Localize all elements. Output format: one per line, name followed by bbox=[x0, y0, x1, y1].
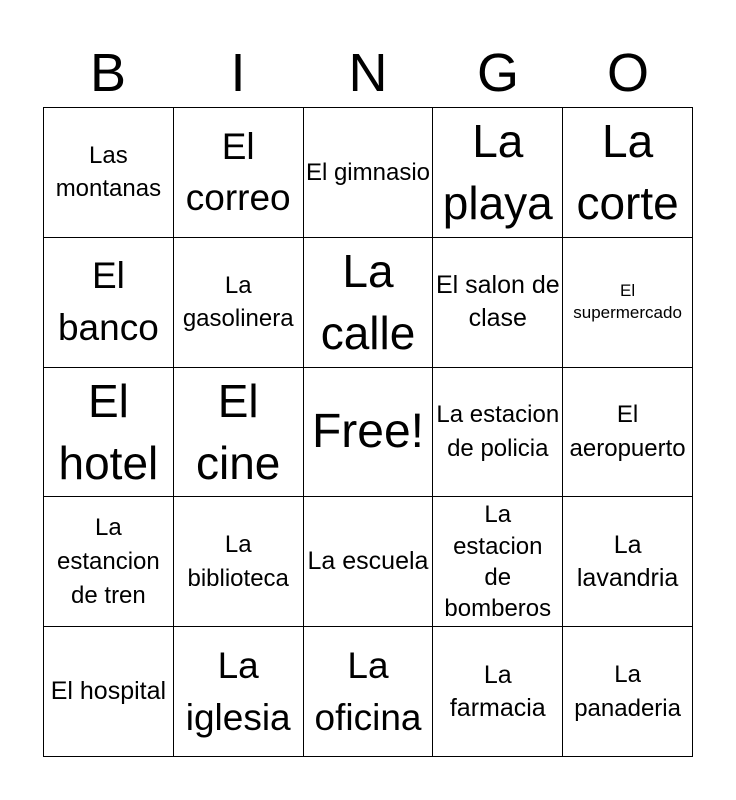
bingo-cell bbox=[433, 627, 563, 757]
cell-label: La corte bbox=[576, 115, 679, 230]
bingo-cell bbox=[44, 497, 174, 627]
cell-label: La escuela bbox=[307, 547, 429, 576]
cell-label: La farmacia bbox=[449, 660, 546, 722]
bingo-cell bbox=[563, 238, 693, 368]
cell-label: La gasolinera bbox=[182, 271, 294, 333]
bingo-cell bbox=[304, 497, 434, 627]
cell-label: El cine bbox=[196, 374, 281, 489]
bingo-cell bbox=[304, 238, 434, 368]
free-space-label: Free! bbox=[311, 405, 424, 459]
bingo-cell bbox=[174, 238, 304, 368]
bingo-board bbox=[43, 107, 693, 757]
cell-label: El aeropuerto bbox=[569, 401, 686, 462]
bingo-cell bbox=[433, 238, 563, 368]
bingo-cell bbox=[563, 368, 693, 498]
cell-label: La iglesia bbox=[185, 644, 291, 738]
cell-label: La playa bbox=[442, 115, 553, 230]
cell-label: La estacion de bomberos bbox=[444, 501, 552, 622]
bingo-cell bbox=[44, 368, 174, 498]
bingo-cell bbox=[44, 108, 174, 238]
bingo-cell bbox=[44, 238, 174, 368]
cell-label: El hotel bbox=[58, 374, 159, 489]
bingo-cell bbox=[174, 108, 304, 238]
bingo-cell bbox=[563, 108, 693, 238]
cell-label: El salon de clase bbox=[435, 271, 560, 333]
cell-label: La panaderia bbox=[574, 661, 681, 722]
bingo-cell bbox=[44, 627, 174, 757]
free-space bbox=[304, 368, 434, 498]
bingo-cell bbox=[174, 497, 304, 627]
bingo-cell bbox=[433, 497, 563, 627]
bingo-cell bbox=[174, 627, 304, 757]
bingo-cell bbox=[304, 108, 434, 238]
cell-label: La oficina bbox=[314, 644, 422, 738]
bingo-cell bbox=[433, 368, 563, 498]
cell-label: La estacion de policia bbox=[436, 401, 560, 462]
header-letter-i: I bbox=[230, 43, 246, 103]
cell-label: Las montanas bbox=[55, 141, 162, 203]
cell-label: La biblioteca bbox=[187, 531, 289, 592]
bingo-cell bbox=[563, 497, 693, 627]
bingo-header bbox=[43, 40, 693, 106]
header-letter-o: O bbox=[606, 43, 649, 103]
header-letter-b: B bbox=[89, 43, 127, 103]
cell-label: El correo bbox=[185, 125, 291, 219]
bingo-cell bbox=[563, 627, 693, 757]
bingo-cell bbox=[174, 368, 304, 498]
cell-label: El gimnasio bbox=[305, 158, 431, 186]
header-letter-n: N bbox=[348, 43, 388, 103]
cell-label: El banco bbox=[57, 255, 159, 349]
cell-label: El hospital bbox=[50, 677, 167, 706]
cell-label: El supermercado bbox=[573, 281, 682, 323]
cell-label: La estancion de tren bbox=[57, 514, 160, 609]
header-letter-g: G bbox=[476, 43, 519, 103]
bingo-cell bbox=[304, 627, 434, 757]
cell-label: La lavandria bbox=[576, 530, 679, 592]
bingo-cell bbox=[433, 108, 563, 238]
cell-label: La calle bbox=[320, 245, 416, 360]
